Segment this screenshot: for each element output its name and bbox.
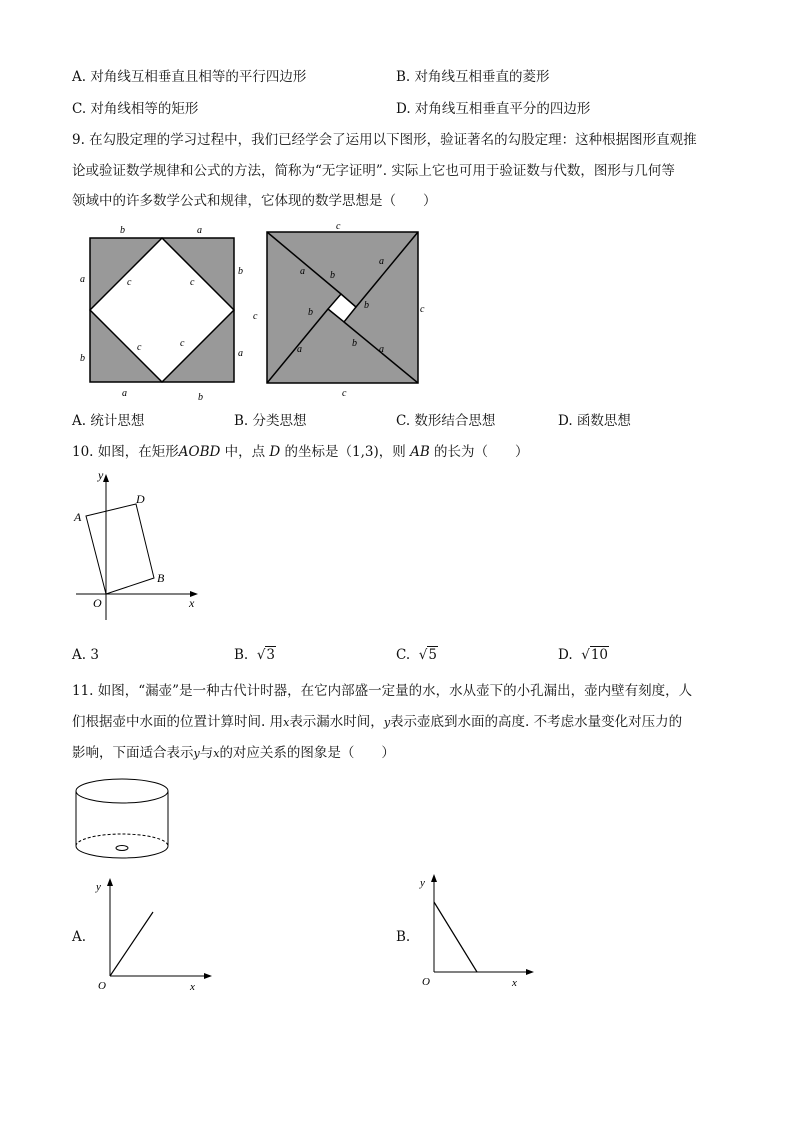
q11-var-x: x	[283, 716, 290, 729]
label-c: c	[127, 277, 132, 288]
q10-option-b-value: 3	[266, 647, 276, 663]
q9-option-a: A. 统计思想	[72, 413, 145, 429]
label-b: b	[238, 266, 243, 277]
label-c: c	[137, 342, 142, 353]
q10-mid1: 中，点	[220, 444, 270, 460]
origin-label: O	[93, 596, 102, 610]
q9-option-c: C. 数形结合思想	[396, 413, 496, 429]
q11-water-clock-figure	[72, 776, 182, 866]
label-a: a	[238, 348, 243, 359]
q10-text	[72, 443, 529, 461]
sqrt-symbol: √5	[418, 647, 437, 663]
q9-option-d: D. 函数思想	[558, 413, 631, 429]
label-b: b	[352, 338, 357, 349]
q10-option-d-label: D.	[558, 647, 573, 663]
label-b: b	[364, 300, 369, 311]
q9-text-line1: 9. 在勾股定理的学习过程中，我们已经学会了运用以下图形，验证著名的勾股定理：这种根据图形直观推	[72, 132, 697, 148]
label-b: b	[308, 307, 313, 318]
q10-option-a: A. 3	[72, 647, 99, 663]
q10-figure	[66, 470, 206, 630]
origin-label: O	[98, 980, 106, 992]
q10-option-d-value: 10	[590, 647, 609, 663]
label-a: a	[300, 266, 305, 277]
axis-y-label: y	[98, 468, 104, 482]
q11-text-line2	[72, 713, 682, 732]
label-c: c	[342, 388, 347, 399]
q10-option-b	[234, 646, 276, 664]
q10-option-c-value: 5	[428, 647, 437, 663]
q11-graph-b	[414, 872, 544, 992]
label-a: a	[197, 225, 202, 236]
label-a: a	[122, 388, 127, 399]
label-c: c	[336, 221, 341, 232]
q8-option-d: D. 对角线互相垂直平分的四边形	[396, 101, 591, 117]
q9-text-line2: 论或验证数学规律和公式的方法，简称为“无字证明”. 实际上它也可用于验证数与代数，图形与几何等	[72, 163, 675, 179]
q8-option-b: B. 对角线互相垂直的菱形	[396, 69, 550, 85]
q10-prefix: 10. 如图，在矩形	[72, 444, 179, 460]
q8-option-c: C. 对角线相等的矩形	[72, 101, 199, 117]
sqrt-symbol: √10	[581, 647, 609, 663]
q10-segment: AB	[410, 444, 430, 460]
point-b-label: B	[157, 571, 165, 585]
q10-suffix: 的长为（ ）	[429, 444, 529, 460]
q11-line2-part1: 们根据壶中水面的位置计算时间. 用	[72, 714, 284, 730]
q10-mid2: 的坐标是（1,3)，则	[280, 444, 411, 460]
sqrt-symbol: √3	[256, 647, 276, 663]
q10-option-b-label: B.	[234, 647, 249, 663]
label-a: a	[379, 344, 384, 355]
label-b: b	[330, 270, 335, 281]
axis-x-label: x	[189, 596, 195, 610]
q10-option-c	[396, 646, 438, 664]
q11-var-y: y	[193, 747, 200, 760]
q10-option-c-label: C.	[396, 647, 411, 663]
q9-text-line3: 领域中的许多数学公式和规律，它体现的数学思想是（ ）	[72, 193, 437, 209]
label-c: c	[180, 338, 185, 349]
label-b: b	[80, 353, 85, 364]
q11-line3-part1: 影响，下面适合表示	[72, 745, 194, 761]
q10-rect-name: AOBD	[178, 444, 221, 460]
q11-line2-part2: 表示漏水时间，	[289, 714, 384, 730]
q11-line3-part2: 与	[199, 745, 214, 761]
axis-y-label: y	[420, 877, 425, 889]
q9-figure-left	[76, 222, 246, 403]
q11-text-line3	[72, 744, 395, 763]
label-a: a	[379, 256, 384, 267]
q9-option-b: B. 分类思想	[234, 413, 307, 429]
label-a: a	[80, 274, 85, 285]
q10-point: D	[269, 444, 281, 460]
q8-option-a: A. 对角线互相垂直且相等的平行四边形	[72, 69, 307, 85]
q11-option-b: B.	[396, 929, 411, 945]
q11-text-line1: 11. 如图，“漏壶”是一种古代计时器，在它内部盛一定量的水，水从壶下的小孔漏出，壶内壁有刻度，人	[72, 683, 693, 699]
q9-figure-right	[252, 222, 427, 402]
label-b: b	[198, 392, 203, 403]
q11-line2-part3: 表示壶底到水面的高度. 不考虑水量变化对压力的	[390, 714, 683, 730]
label-a: a	[297, 344, 302, 355]
q11-var-x: x	[213, 747, 220, 760]
label-c: c	[253, 311, 258, 322]
q11-graph-a	[90, 876, 220, 996]
label-c: c	[420, 304, 425, 315]
axis-x-label: x	[190, 981, 195, 993]
axis-y-label: y	[96, 881, 101, 893]
label-c: c	[190, 277, 195, 288]
point-d-label: D	[136, 492, 145, 506]
label-b: b	[120, 225, 125, 236]
q11-var-y: y	[383, 716, 391, 729]
origin-label: O	[422, 976, 430, 988]
q10-option-d	[558, 646, 609, 664]
q11-line3-part3: 的对应关系的图象是（ ）	[219, 745, 395, 761]
q11-option-a: A.	[72, 929, 87, 945]
axis-x-label: x	[512, 977, 517, 989]
point-a-label: A	[74, 510, 82, 524]
